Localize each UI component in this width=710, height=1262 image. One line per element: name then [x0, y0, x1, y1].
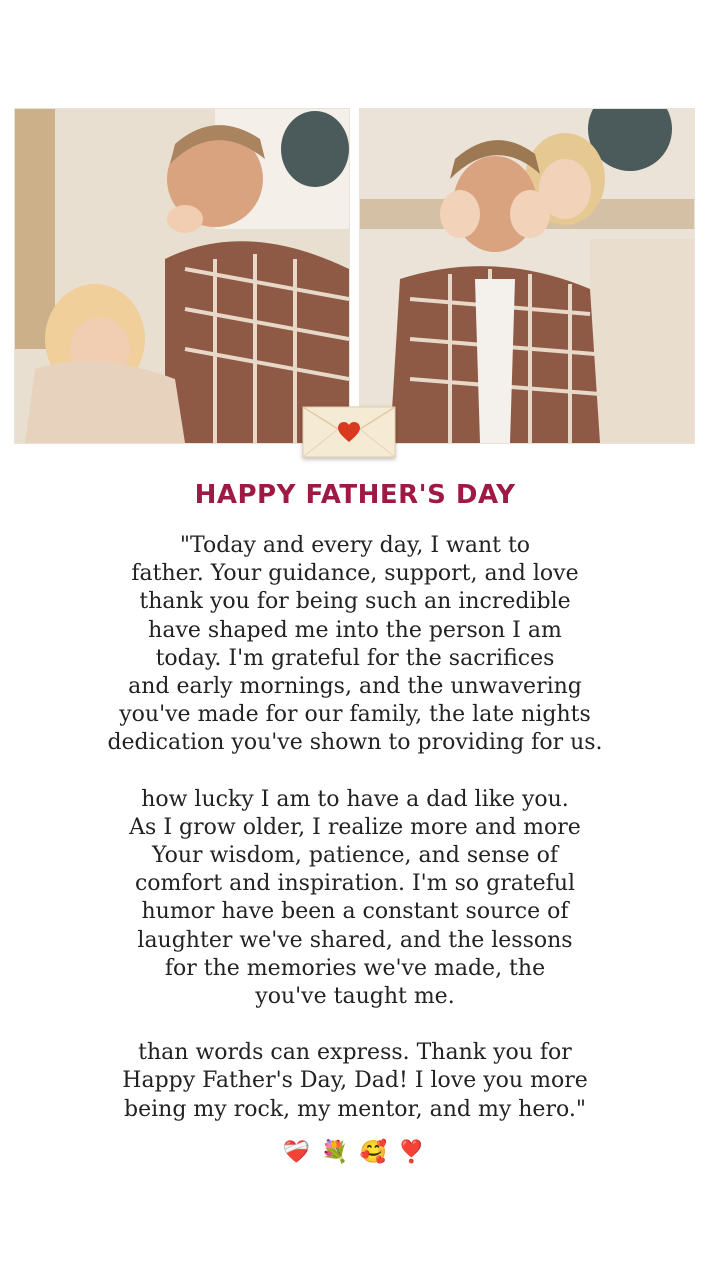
message-line: have shaped me into the person I am [148, 617, 562, 643]
message-line: "Today and every day, I want to [179, 533, 531, 558]
message-body [60, 532, 650, 1124]
emoji-row [0, 1140, 710, 1165]
smiling-face-hearts-icon: 🥰 [359, 1140, 389, 1165]
mending-heart-icon: ❤️‍🩹 [282, 1140, 313, 1165]
photo-father-daughter-right [359, 108, 695, 444]
page-title: HAPPY FATHER'S DAY [194, 480, 516, 510]
message-line: As I grow older, I realize more and more [129, 814, 581, 840]
message-line: you've made for our family, the late nights [119, 702, 591, 728]
heart-exclamation-icon: ❣️ [397, 1140, 428, 1165]
message-line: comfort and inspiration. I'm so grateful [134, 871, 576, 897]
message-line: Happy Father's Day, Dad! I love you more [122, 1068, 588, 1094]
message-line: Your wisdom, patience, and sense of [152, 843, 558, 869]
message-line: you've taught me. [255, 984, 455, 1010]
message-line: for the memories we've made, the [164, 955, 546, 981]
envelope-heart-icon [302, 406, 396, 458]
paragraph-gap [60, 758, 650, 786]
message-line: and early mornings, and the unwavering [128, 674, 582, 700]
bouquet-icon: 💐 [321, 1140, 351, 1165]
message-line: humor have been a constant source of [141, 899, 569, 925]
message-line: laughter we've shared, and the lessons [137, 927, 573, 953]
paragraph-gap [60, 1011, 650, 1039]
photo-father-daughter-left [14, 108, 350, 444]
message-line: being my rock, my mentor, and my hero." [124, 1096, 586, 1122]
message-line: today. I'm grateful for the sacrifices [155, 645, 555, 671]
message-line: than words can express. Thank you for [138, 1040, 572, 1066]
message-line: dedication you've shown to providing for us. [107, 730, 603, 756]
message-line: thank you for being such an incredible [139, 589, 571, 615]
message-line: how lucky I am to have a dad like you. [141, 786, 569, 812]
message-line: father. Your guidance, support, and love [131, 561, 579, 587]
